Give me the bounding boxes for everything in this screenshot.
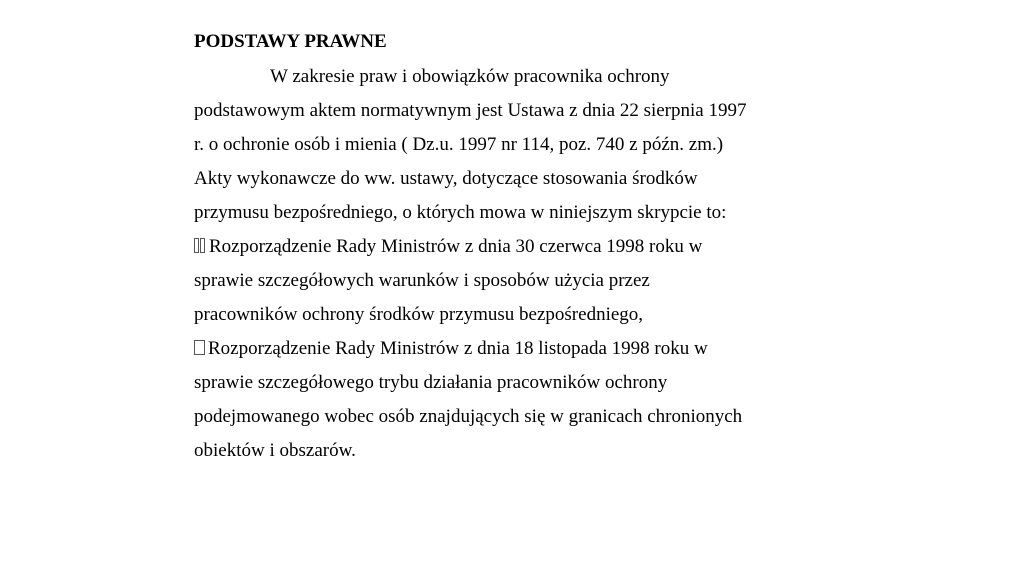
text-line-content: r. o ochronie osób i mienia ( Dz.u. 1997 nr 114, poz. 740 z późn. zm.) (194, 134, 724, 155)
text-line-content: Rozporządzenie Rady Ministrów z dnia 30 czerwca 1998 roku w (209, 236, 703, 257)
text-line (194, 201, 794, 224)
text-line-content: pracowników ochrony środków przymusu bezpośredniego, (194, 304, 644, 325)
text-line (194, 167, 794, 190)
bullet-icon (194, 340, 205, 355)
bullet-icon (194, 238, 199, 253)
text-line (194, 269, 794, 292)
text-line-content: podejmowanego wobec osób znajdujących się w granicach chronionych (194, 406, 743, 427)
list-item (194, 337, 794, 360)
text-line (194, 439, 794, 462)
text-line (194, 65, 794, 88)
text-line (194, 99, 794, 122)
list-item (194, 235, 794, 258)
text-line-content: przymusu bezpośredniego, o których mowa w niniejszym skrypcie to: (194, 202, 727, 223)
text-line-content: W zakresie praw i obowiązków pracownika ochrony (270, 66, 670, 87)
text-line-content: Rozporządzenie Rady Ministrów z dnia 18 listopada 1998 roku w (208, 338, 708, 359)
text-line (194, 371, 794, 394)
text-line (194, 303, 794, 326)
text-line (194, 405, 794, 428)
text-line-content: sprawie szczegółowego trybu działania pracowników ochrony (194, 372, 668, 393)
text-line-content: obiektów i obszarów. (194, 440, 356, 461)
document-body (194, 30, 794, 462)
text-line-content: podstawowym aktem normatywnym jest Ustawa z dnia 22 sierpnia 1997 (194, 100, 747, 121)
page-title: PODSTAWY PRAWNE (194, 31, 387, 52)
text-line-content: Akty wykonawcze do ww. ustawy, dotyczące stosowania środków (194, 168, 698, 189)
bullet-icon (200, 238, 205, 253)
text-line-content: sprawie szczegółowych warunków i sposobów użycia przez (194, 270, 650, 291)
text-line (194, 133, 794, 156)
